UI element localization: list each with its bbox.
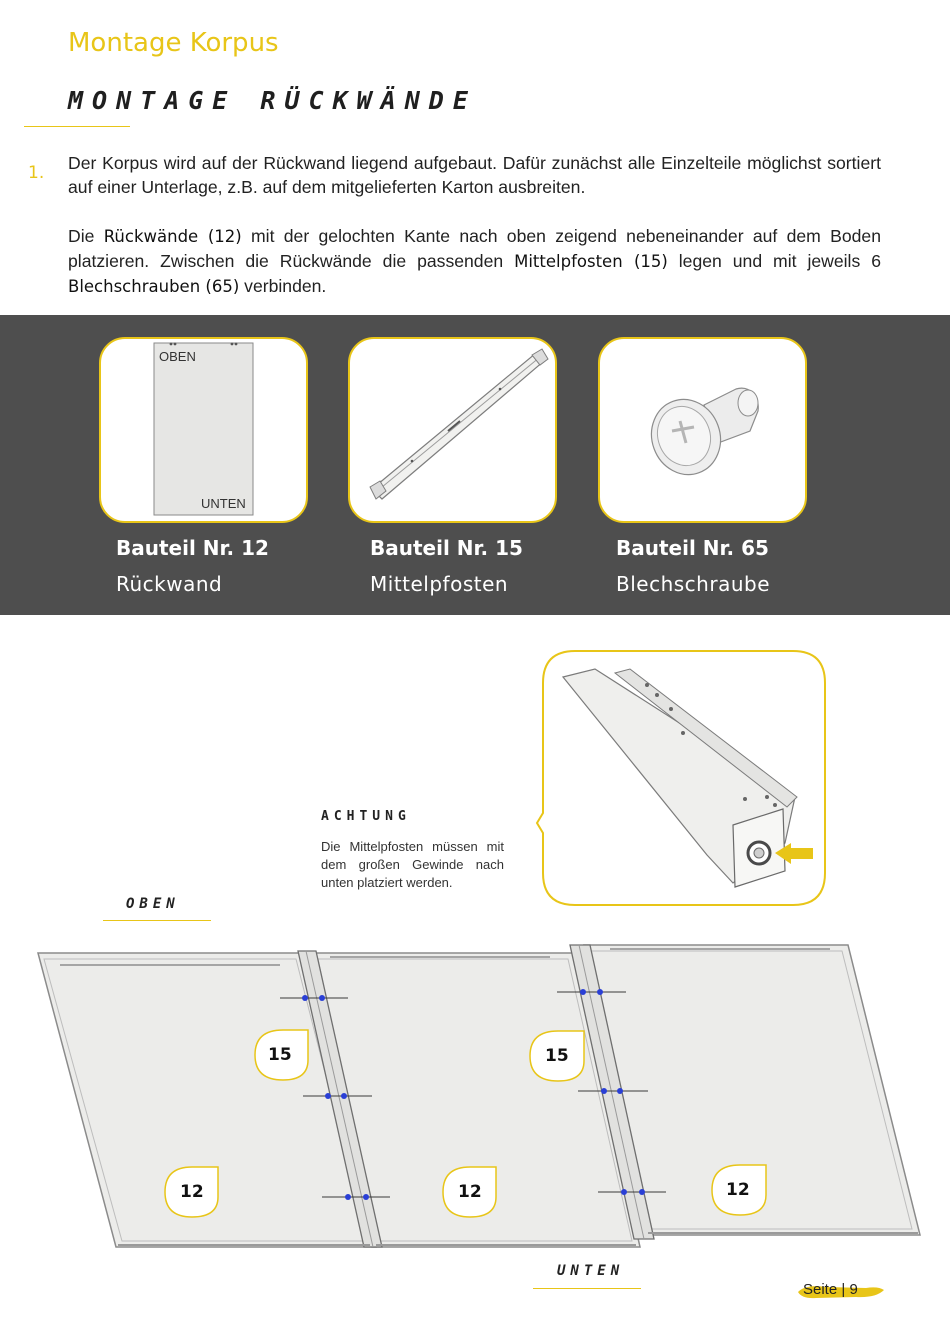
panel-top-label: OBEN	[159, 349, 196, 364]
notice-text: Die Mittelpfosten müssen mit dem großen Gewinde nach unten platziert werden.	[321, 839, 504, 890]
page-number: 9	[849, 1281, 858, 1298]
part-2-title: Bauteil Nr. 15	[370, 536, 523, 560]
callout-12-a: 12	[180, 1182, 204, 1202]
page-heading: MONTAGE RÜCKWÄNDE	[68, 86, 477, 115]
bottom-label-underline	[533, 1288, 641, 1289]
step-paragraph-1: Der Korpus wird auf der Rückwand liegend aufgebaut. Dafür zunächst alle Einzelteile möglichst sortiert auf einer Unterlage, z.B. auf dem mitgelieferten Karton ausbreiten.	[68, 153, 881, 197]
part-ref-mittelpfosten: Mittelpfosten (15)	[514, 252, 668, 271]
part-3-name: Blechschraube	[616, 572, 770, 596]
part-1-name: Rückwand	[116, 572, 223, 596]
heading-underline	[24, 126, 130, 127]
diagram-top-label: OBEN	[126, 896, 180, 912]
diagram-bottom-label: UNTEN	[557, 1263, 625, 1279]
step-number: 1.	[28, 163, 45, 183]
part-card-rueckwand	[99, 337, 308, 523]
blechschraube-illustration	[600, 339, 805, 521]
part-card-mittelpfosten	[348, 337, 557, 523]
callout-15-b: 15	[545, 1046, 569, 1066]
step-paragraph-2: Die Rückwände (12) mit der gelochten Kante nach oben zeigend nebeneinander auf dem Boden platzieren. Zwischen die Rückwände die passenden Mittelpfosten (15) legen und mit jeweils 6 Blechschrauben (65) verbinden.	[68, 226, 881, 296]
callout-12-b: 12	[458, 1182, 482, 1202]
rueckwand-panel-illustration	[101, 339, 306, 521]
assembly-diagram	[0, 935, 950, 1255]
page-label: Seite	[803, 1281, 838, 1298]
top-label-underline	[103, 920, 211, 921]
page-footer: Seite | 9	[796, 1278, 886, 1302]
callout-15-a: 15	[268, 1045, 292, 1065]
part-3-title: Bauteil Nr. 65	[616, 536, 769, 560]
thread-detail-illustration	[535, 647, 830, 909]
part-ref-rueckwaende: Rückwände (12)	[103, 227, 242, 246]
mittelpfosten-illustration	[350, 339, 555, 521]
part-ref-blechschrauben: Blechschrauben (65)	[68, 277, 240, 296]
part-1-title: Bauteil Nr. 12	[116, 536, 269, 560]
callout-12-c: 12	[726, 1180, 750, 1200]
panel-bottom-label: UNTEN	[201, 496, 246, 511]
part-2-name: Mittelpfosten	[370, 572, 509, 596]
part-card-blechschraube	[598, 337, 807, 523]
section-title: Montage Korpus	[68, 28, 279, 58]
detail-zoom-callout	[535, 647, 830, 909]
notice-title: ACHTUNG	[321, 809, 411, 824]
